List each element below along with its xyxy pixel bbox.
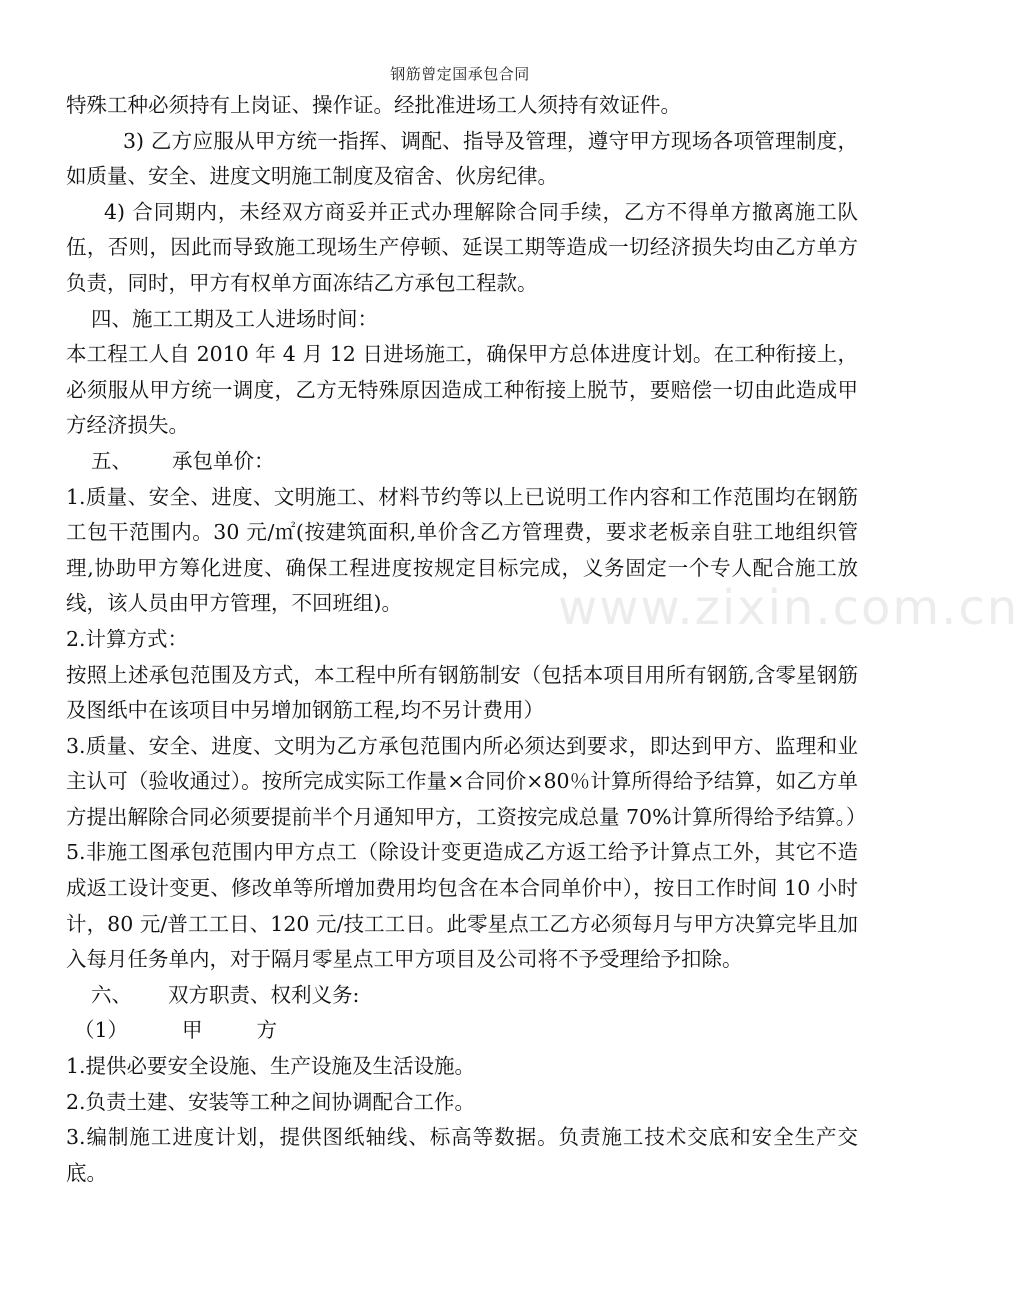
- party-a-number: （1）: [74, 1018, 129, 1043]
- section-heading-6: [66, 978, 858, 1014]
- duty-item-1: 1.提供必要安全设施、生产设施及生活设施。: [66, 1054, 476, 1079]
- section-6-number: 六、: [91, 982, 132, 1007]
- document-title: 钢筋曾定国承包合同: [390, 65, 530, 83]
- section-6-title: 双方职责、权利义务:: [168, 982, 360, 1007]
- paragraph-item-3: 3) 乙方应服从甲方统一指挥、调配、指导及管理，遵守甲方现场各项管理制度，如质量、安全、进度文明施工制度及宿舍、伙房纪律。: [66, 128, 858, 189]
- watermark: www.zixin.com.cn: [558, 580, 1019, 636]
- section-5-number: 五、: [91, 448, 132, 473]
- paragraph-price-3: 3.质量、安全、进度、文明为乙方承包范围内所必须达到要求，即达到甲方、监理和业主认可（验收通过）。按所完成实际工作量×合同价×80％计算所得给予结算，如乙方单方提出解除合同必须要提前半个月通知甲方，工资按完成总量 70%计算所得给予结算。）: [66, 733, 867, 829]
- section-5-title: 承包单价：: [172, 448, 275, 473]
- paragraph-certificates: 特殊工种必须持有上岗证、操作证。经批准进场工人须持有效证件。: [66, 93, 681, 117]
- paragraph-schedule: 本工程工人自 2010 年 4 月 12 日进场施工，确保甲方总体进度计划。在工种衔接上，必须服从甲方统一调度，乙方无特殊原因造成工种衔接上脱节，要赔偿一切由此造成甲方经济损失。: [66, 342, 858, 438]
- page-header: [0, 64, 920, 84]
- duty-item-2: 2.负责土建、安装等工种之间协调配合工作。: [66, 1089, 476, 1114]
- paragraph-price-1: 1.质量、安全、进度、文明施工、材料节约等以上已说明工作内容和工作范围均在钢筋工包干范围内。30 元/㎡(按建筑面积,单价含乙方管理费，要求老板亲自驻工地组织管理,协助甲方筹化进度、确保工程进度按规定目标完成，义务固定一个专人配合施工放线，该人员由甲方管理，不回班组)。: [66, 484, 858, 616]
- section-heading-4: 四、施工工期及工人进场时间：: [91, 306, 378, 331]
- paragraph-item-4: 4) 合同期内，未经双方商妥并正式办理解除合同手续，乙方不得单方撤离施工队伍，否则，因此而导致施工现场生产停顿、延误工期等造成一切经济损失均由乙方单方负责，同时，甲方有权单方面冻结乙方承包工程款。: [66, 199, 858, 295]
- paragraph-price-5: 5.非施工图承包范围内甲方点工（除设计变更造成乙方返工给予计算点工外，其它不造成返工设计变更、修改单等所增加费用均包含在本合同单价中），按日工作时间 10 小时计，80 元/普工工日、120 元/技工工日。此零星点工乙方必须每月与甲方决算完毕且加入每月任务单内，对于隔月零星点工甲方项目及公司将不予受理给予扣除。: [66, 840, 858, 972]
- paragraph-price-2-heading: 2.计算方式：: [66, 626, 189, 651]
- section-heading-5: [66, 444, 858, 480]
- duty-item-3: 3.编制施工进度计划，提供图纸轴线、标高等数据。负责施工技术交底和安全生产交底。: [66, 1125, 858, 1185]
- document-body: [66, 88, 867, 1191]
- paragraph-calculation: 按照上述承包范围及方式，本工程中所有钢筋制安（包括本项目用所有钢筋,含零星钢筋及图纸中在该项目中另增加钢筋工程,均不另计费用）: [66, 662, 858, 723]
- party-a-heading: [66, 1013, 858, 1049]
- party-a-char-2: 方: [256, 1018, 278, 1043]
- party-a-char-1: 甲: [182, 1018, 203, 1043]
